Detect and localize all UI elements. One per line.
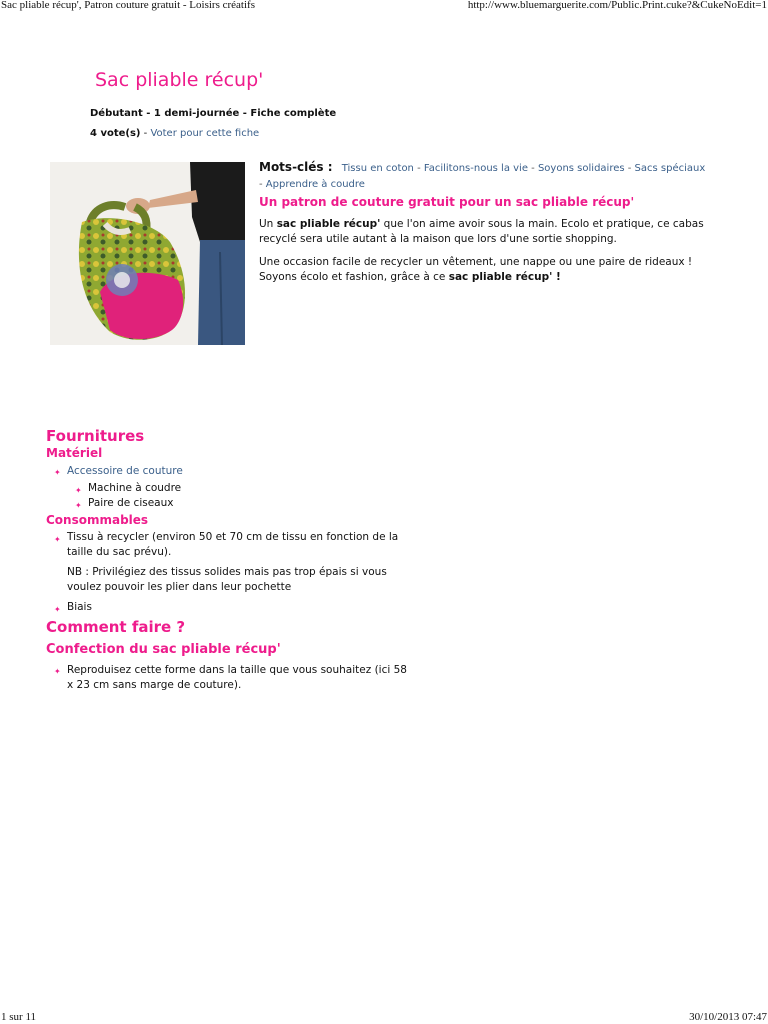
intro-paragraph-1 [259, 217, 707, 247]
bullet-icon: ✦ [54, 535, 61, 544]
bullet-icon: ✦ [54, 468, 61, 477]
accessoire-couture-link[interactable]: Accessoire de couture [67, 465, 183, 477]
intro-p2-start: Une occasion facile de recycler un vêtement, une nappe ou une paire de rideaux ! Soyons écolo et fashion, grâce à ce [259, 256, 693, 283]
materiel-heading: Matériel [46, 446, 103, 460]
intro-p1-end: que l'on aime avoir sous la main. Ecolo et pratique, ce cabas recyclé sera utile autant à la maison que lors d'une sortie shopping. [259, 218, 704, 245]
keyword-separator: - [259, 179, 266, 190]
keyword-link-apprendre-coudre[interactable]: Apprendre à coudre [265, 179, 365, 190]
supply-item-machine: Machine à coudre [88, 482, 182, 494]
howto-heading: Comment faire ? [46, 618, 186, 636]
article-info [259, 159, 707, 293]
keyword-separator: - [413, 163, 424, 174]
intro-subtitle: Un patron de couture gratuit pour un sac pliable récup' [259, 195, 635, 209]
keyword-link-sacs-speciaux[interactable]: Sacs spéciaux [634, 163, 706, 174]
print-page-url[interactable]: http://www.bluemarguerite.com/Public.Print.cuke?&CukeNoEdit=1 [467, 0, 767, 11]
consommables-heading: Consommables [46, 513, 149, 527]
vote-link[interactable]: Voter pour cette fiche [150, 128, 260, 139]
vote-count: 4 vote(s) [90, 128, 141, 139]
bullet-icon: ✦ [75, 501, 82, 510]
bag-photo-illustration [50, 162, 245, 345]
consommable-tissu-line1: Tissu à recycler (environ 50 et 70 cm de tissu en fonction de la [67, 531, 399, 543]
bullet-icon: ✦ [54, 605, 61, 614]
intro-p1-start: Un [259, 218, 277, 230]
keyword-link-tissu-coton[interactable]: Tissu en coton [341, 163, 414, 174]
supplies-heading: Fournitures [46, 427, 145, 445]
keywords [259, 159, 707, 193]
consommable-biais: Biais [67, 601, 92, 613]
keyword-separator: - [624, 163, 635, 174]
keyword-separator: - [527, 163, 538, 174]
intro-paragraph-2 [259, 255, 707, 285]
howto-step-line2: x 23 cm sans marge de couture). [67, 679, 242, 691]
page-counter: 1 sur 11 [1, 1011, 37, 1023]
vote-separator: - [140, 128, 151, 139]
bag-photo [50, 162, 245, 345]
bullet-icon: ✦ [75, 486, 82, 495]
level-line: Débutant - 1 demi-journée - Fiche complète [90, 108, 337, 119]
vote-line [90, 128, 259, 139]
howto-step-line1: Reproduisez cette forme dans la taille que vous souhaitez (ici 58 [67, 664, 407, 676]
keywords-label: Mots-clés : [259, 160, 333, 174]
howto-subheading: Confection du sac pliable récup' [46, 642, 281, 657]
intro-p1-bold: sac pliable récup' [276, 218, 381, 230]
bullet-icon: ✦ [54, 667, 61, 676]
print-datetime: 30/10/2013 07:47 [689, 1011, 767, 1023]
keyword-link-soyons-solidaires[interactable]: Soyons solidaires [537, 163, 625, 174]
supply-item-ciseaux: Paire de ciseaux [88, 497, 174, 509]
consommable-nb-line1: NB : Privilégiez des tissus solides mais pas trop épais si vous [67, 566, 387, 578]
consommable-tissu-line2: taille du sac prévu). [67, 546, 172, 558]
print-page-title: Sac pliable récup', Patron couture gratuit - Loisirs créatifs [1, 0, 255, 11]
consommable-nb-line2: voulez pouvoir les plier dans leur pochette [67, 581, 292, 593]
intro-p2-bold: sac pliable récup' ! [448, 271, 561, 283]
keyword-link-facilitons[interactable]: Facilitons-nous la vie [423, 163, 528, 174]
article-title: Sac pliable récup' [95, 69, 264, 91]
